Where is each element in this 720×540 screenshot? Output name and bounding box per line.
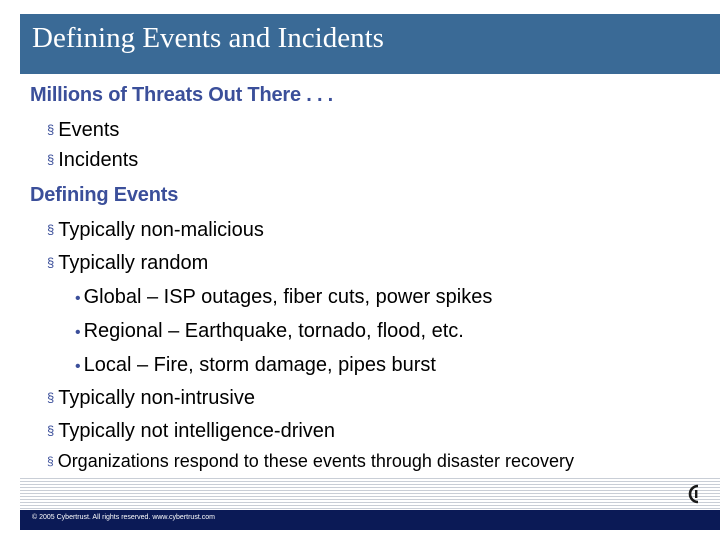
bullet-marker: § bbox=[47, 122, 55, 137]
subbullet-global bbox=[75, 286, 492, 309]
bullet-text: Local – Fire, storm damage, pipes burst bbox=[83, 354, 436, 376]
bullet-incidents bbox=[47, 149, 138, 172]
bullet-marker: § bbox=[47, 255, 55, 270]
bullet-non-malicious bbox=[47, 219, 264, 242]
bullet-random bbox=[47, 252, 208, 275]
bullet-text: Organizations respond to these events through disaster recovery bbox=[57, 451, 574, 471]
bullet-events bbox=[47, 119, 119, 142]
bullet-marker: § bbox=[47, 152, 55, 167]
bullet-text: Events bbox=[58, 119, 120, 141]
bullet-marker: § bbox=[47, 423, 55, 438]
heading-defining-events: Defining Events bbox=[30, 184, 179, 206]
bullet-non-intrusive bbox=[47, 387, 255, 410]
bullet-marker: • bbox=[75, 290, 81, 307]
bullet-text: Typically non-intrusive bbox=[58, 387, 255, 409]
bullet-text: Global – ISP outages, fiber cuts, power spikes bbox=[83, 286, 493, 308]
bullet-text: Typically random bbox=[58, 252, 209, 274]
subbullet-local bbox=[75, 354, 436, 377]
bullet-disaster-recovery bbox=[47, 451, 574, 472]
bullet-text: Typically not intelligence-driven bbox=[58, 420, 336, 442]
footer-stripes bbox=[20, 478, 720, 510]
bullet-text: Incidents bbox=[58, 149, 139, 171]
bullet-text: Regional – Earthquake, tornado, flood, etc. bbox=[83, 320, 464, 342]
bullet-not-intelligence-driven bbox=[47, 420, 335, 443]
bullet-marker: • bbox=[75, 358, 81, 375]
heading-threats: Millions of Threats Out There . . . bbox=[30, 84, 334, 106]
copyright-text: © 2005 Cybertrust. All rights reserved. www.cybertrust.com bbox=[32, 514, 215, 521]
bullet-marker: • bbox=[75, 324, 81, 341]
bullet-marker: § bbox=[47, 222, 55, 237]
subbullet-regional bbox=[75, 320, 464, 343]
slide-title: Defining Events and Incidents bbox=[32, 22, 384, 54]
cybertrust-logo-icon bbox=[686, 484, 704, 504]
bullet-marker: § bbox=[47, 390, 55, 405]
bullet-marker: § bbox=[47, 454, 54, 468]
bullet-text: Typically non-malicious bbox=[58, 219, 264, 241]
